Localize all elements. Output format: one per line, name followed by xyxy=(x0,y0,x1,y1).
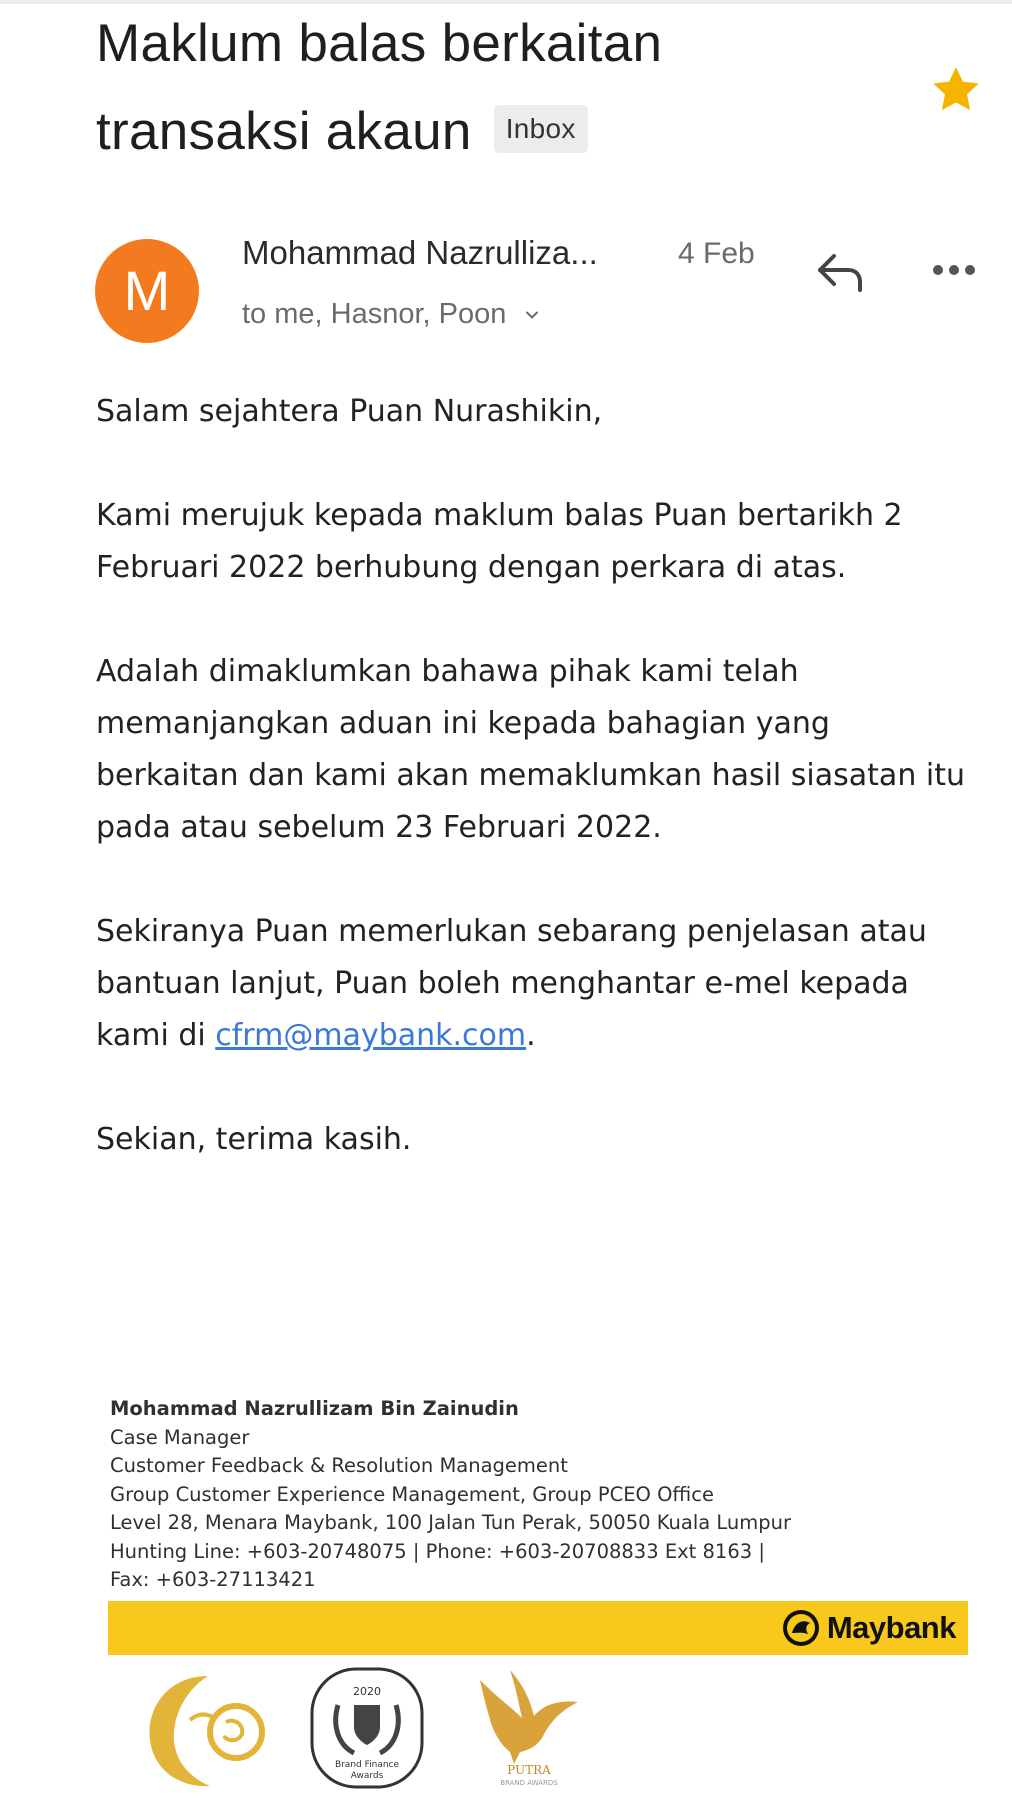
paragraph-1 xyxy=(96,490,986,594)
p1-line-2: Februari 2022 berhubung dengan perkara di atas. xyxy=(96,550,847,585)
signature-block xyxy=(110,1395,900,1595)
putra-brand-award xyxy=(470,1660,588,1790)
signature-dept: Customer Feedback & Resolution Management xyxy=(110,1454,568,1477)
paragraph-3 xyxy=(96,906,986,1062)
award3-label: PUTRA xyxy=(507,1763,551,1777)
brand-finance-badge-icon xyxy=(308,1665,426,1791)
signature-group: Group Customer Experience Management, Group PCEO Office xyxy=(110,1482,715,1506)
recipients-toggle[interactable] xyxy=(242,298,540,331)
recipients-text: to me, Hasnor, Poon xyxy=(242,298,507,330)
maybank-banner xyxy=(108,1601,968,1655)
paragraph-2 xyxy=(96,646,986,854)
sender-name[interactable]: Mohammad Nazrulliza... xyxy=(242,234,598,271)
award-crescent-logo xyxy=(138,1668,268,1794)
inbox-label-badge[interactable]: Inbox xyxy=(494,105,588,153)
brand-finance-award xyxy=(308,1665,426,1791)
greeting: Salam sejahtera Puan Nurashikin, xyxy=(96,394,603,429)
award2-sub: Awards xyxy=(350,1771,384,1781)
p3-line-2: bantuan lanjut, Puan boleh menghantar e-mel kepada xyxy=(96,966,909,1001)
closing: Sekian, terima kasih. xyxy=(96,1122,412,1157)
maybank-wordmark: Maybank xyxy=(826,1610,956,1645)
p1-line-1: Kami merujuk kepada maklum balas Puan bertarikh 2 xyxy=(96,498,903,533)
p3-suffix: . xyxy=(526,1018,536,1053)
maybank-tiger-icon xyxy=(781,1608,821,1648)
email-body xyxy=(96,386,986,1218)
more-options-icon[interactable] xyxy=(928,256,980,284)
p3-line-3-prefix: kami di xyxy=(96,1018,216,1053)
email-subject xyxy=(96,0,856,176)
p2-line-4: pada atau sebelum 23 Februari 2022. xyxy=(96,810,662,845)
chevron-down-icon xyxy=(524,307,540,323)
maybank-logo xyxy=(781,1607,956,1649)
signature-title: Case Manager xyxy=(110,1425,250,1449)
signature-phones: Hunting Line: +603-20748075 | Phone: +603-20708833 Ext 8163 | xyxy=(110,1539,765,1563)
signature-name: Mohammad Nazrullizam Bin Zainudin xyxy=(110,1397,519,1420)
subject-line-2-text: transaksi akaun xyxy=(96,102,472,161)
eagle-icon xyxy=(470,1660,588,1790)
p2-line-3: berkaitan dan kami akan memaklumkan hasil siasatan itu xyxy=(96,758,965,793)
award2-label: Brand Finance xyxy=(334,1760,400,1770)
email-link[interactable]: cfrm@maybank.com xyxy=(215,1018,527,1053)
signature-address: Level 28, Menara Maybank, 100 Jalan Tun Perak, 50050 Kuala Lumpur xyxy=(110,1511,792,1534)
award2-year: 2020 xyxy=(353,1685,381,1698)
subject-line-1: Maklum balas berkaitan xyxy=(96,14,663,73)
p2-line-1: Adalah dimaklumkan bahawa pihak kami telah xyxy=(96,654,799,689)
p2-line-2: memanjangkan aduan ini kepada bahagian yang xyxy=(96,706,830,741)
email-date: 4 Feb xyxy=(678,237,755,270)
avatar[interactable]: M xyxy=(95,239,199,343)
star-icon[interactable] xyxy=(928,62,984,118)
award3-sub: BRAND AWARDS xyxy=(500,1779,558,1787)
subject-line-2 xyxy=(96,88,856,176)
reply-icon[interactable] xyxy=(812,248,868,296)
p3-line-1: Sekiranya Puan memerlukan sebarang penjelasan atau xyxy=(96,914,927,949)
signature-fax: Fax: +603-27113421 xyxy=(110,1568,316,1591)
